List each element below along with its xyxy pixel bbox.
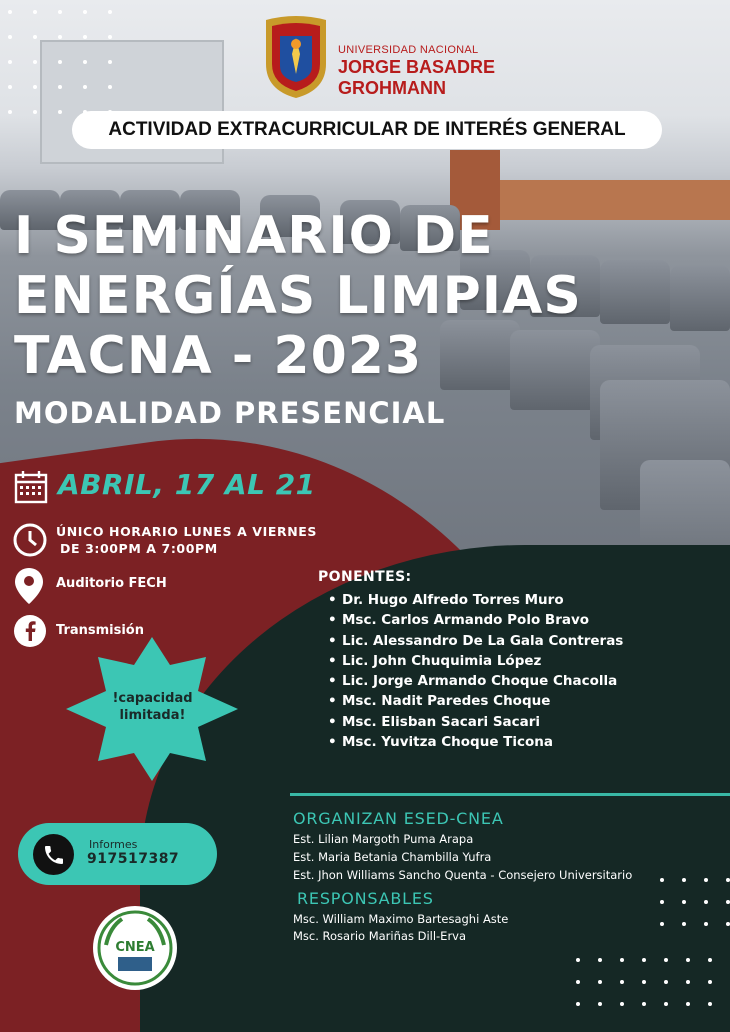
streaming-label: Transmisión bbox=[56, 623, 144, 638]
capacity-text bbox=[100, 690, 205, 724]
activity-label: ACTIVIDAD EXTRACURRICULAR DE INTERÉS GENERAL bbox=[108, 119, 626, 140]
title-line-1: I SEMINARIO DE bbox=[14, 206, 494, 266]
speakers-heading: PONENTES: bbox=[318, 569, 412, 585]
capacity-line2: limitada! bbox=[119, 708, 186, 723]
title-line-3: TACNA - 2023 bbox=[14, 326, 423, 386]
phone-icon-circle[interactable] bbox=[33, 834, 74, 875]
responsibles-heading: RESPONSABLES bbox=[297, 889, 434, 908]
responsible-item: Msc. Rosario Mariñas Dill-Erva bbox=[293, 929, 467, 943]
speaker-item: • Msc. Yuvitza Choque Ticona bbox=[328, 732, 623, 752]
contact-phone-number[interactable]: 917517387 bbox=[87, 851, 180, 867]
event-modality: MODALIDAD PRESENCIAL bbox=[14, 396, 446, 430]
speaker-item: • Lic. Jorge Armando Choque Chacolla bbox=[328, 671, 623, 691]
wood-panel bbox=[500, 180, 730, 220]
organizer-item: Est. Jhon Williams Sancho Quenta - Consejero Universitario bbox=[293, 868, 633, 882]
dots-bottom-right bbox=[570, 870, 730, 1030]
cnea-logo bbox=[92, 905, 178, 991]
schedule-line1: ÚNICO HORARIO LUNES A VIERNES bbox=[56, 524, 317, 539]
clock-icon bbox=[13, 523, 47, 557]
activity-banner bbox=[72, 111, 662, 149]
event-date: ABRIL, 17 AL 21 bbox=[58, 468, 316, 501]
schedule-line2: DE 3:00PM A 7:00PM bbox=[60, 541, 218, 556]
location-pin-icon bbox=[14, 567, 44, 605]
organizers-heading: ORGANIZAN ESED-CNEA bbox=[293, 809, 504, 828]
contact-label: Informes bbox=[89, 838, 138, 851]
speakers-list bbox=[328, 590, 623, 752]
university-seal-logo bbox=[260, 14, 332, 100]
university-name-line3: GROHMANN bbox=[338, 78, 446, 98]
speaker-item: • Msc. Elisban Sacari Sacari bbox=[328, 712, 623, 732]
divider-line bbox=[290, 793, 730, 796]
cnea-logo-text: CNEA bbox=[115, 940, 155, 955]
university-name-line1: UNIVERSIDAD NACIONAL bbox=[338, 44, 479, 56]
organizer-item: Est. Lilian Margoth Puma Arapa bbox=[293, 832, 474, 846]
speaker-item: • Msc. Carlos Armando Polo Bravo bbox=[328, 610, 623, 630]
speaker-item: • Dr. Hugo Alfredo Torres Muro bbox=[328, 590, 623, 610]
organizer-item: Est. Maria Betania Chambilla Yufra bbox=[293, 850, 492, 864]
venue-label: Auditorio FECH bbox=[56, 576, 167, 591]
university-name-line2: JORGE BASADRE bbox=[338, 57, 496, 77]
capacity-line1: !capacidad bbox=[112, 691, 193, 706]
facebook-icon[interactable] bbox=[13, 614, 47, 648]
title-line-2: ENERGÍAS LIMPIAS bbox=[14, 266, 582, 326]
speaker-item: • Msc. Nadit Paredes Choque bbox=[328, 691, 623, 711]
phone-icon bbox=[42, 843, 66, 867]
calendar-icon bbox=[14, 470, 48, 504]
speaker-item: • Lic. Alessandro De La Gala Contreras bbox=[328, 631, 623, 651]
responsible-item: Msc. William Maximo Bartesaghi Aste bbox=[293, 912, 509, 926]
speaker-item: • Lic. John Chuquimia López bbox=[328, 651, 623, 671]
